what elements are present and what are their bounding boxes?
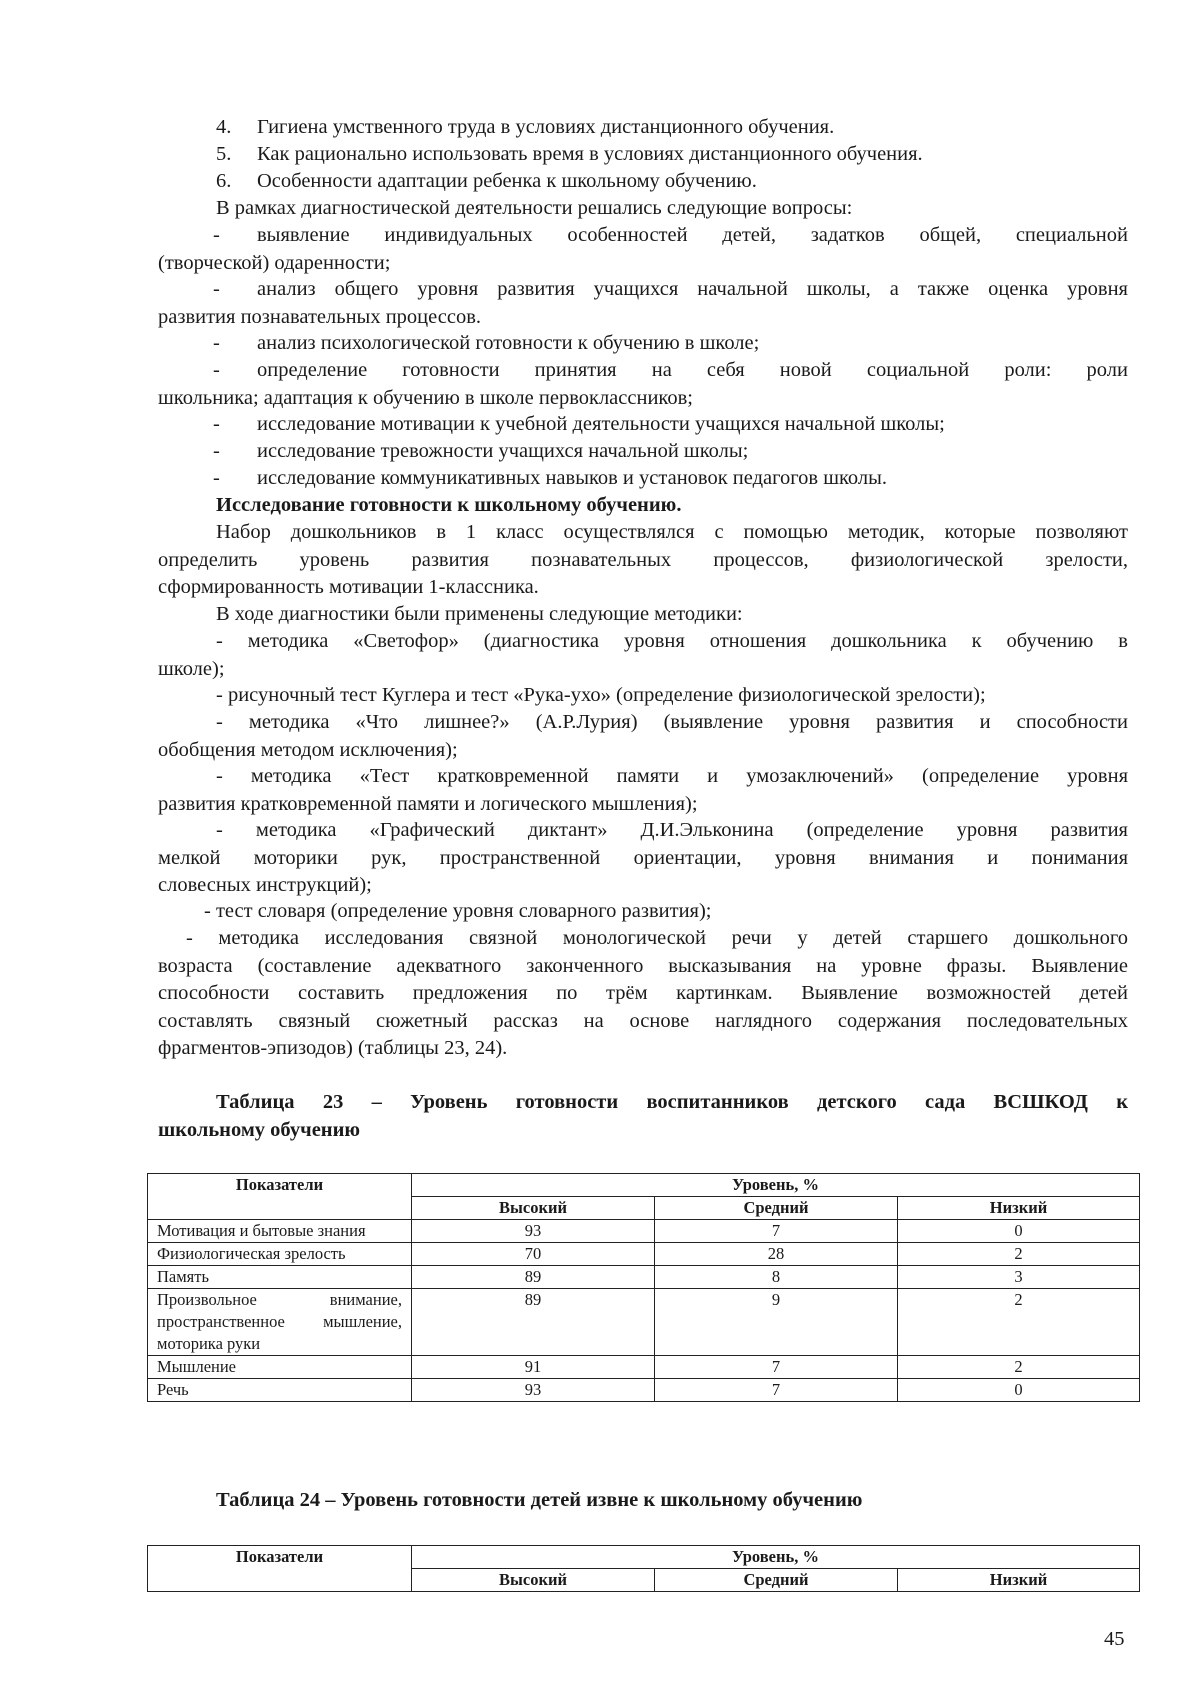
list-item [158,763,1128,818]
row-label: Мотивация и бытовые знания [148,1220,412,1243]
cell-mid: 28 [655,1243,898,1266]
text-line: школе); [158,657,225,680]
list-text: Особенности адаптации ребенка к школьному обучению. [257,170,757,192]
list-text: определение готовности принятия на себя новой социальной роли: роли [257,359,1128,381]
header-low: Низкий [898,1569,1140,1592]
cell-high: 89 [412,1289,655,1356]
cell-low: 2 [898,1289,1140,1356]
header-indicators: Показатели [148,1174,412,1220]
vocab-test: - тест словаря (определение уровня словарного развития); [204,900,712,922]
list-text: исследование мотивации к учебной деятельности учащихся начальной школы; [257,413,945,435]
table-23-caption [158,1089,1128,1144]
cell-low: 2 [898,1243,1140,1266]
cell-low: 3 [898,1266,1140,1289]
cell-high: 91 [412,1356,655,1379]
row-label: Речь [148,1379,412,1402]
header-level: Уровень, % [412,1546,1140,1569]
table-row [148,1356,1140,1379]
row-label: Произвольное внимание, пространственное мышление, моторика руки [148,1289,412,1356]
text-line: фрагментов-эпизодов) (таблицы 23, 24). [158,1037,508,1059]
table-row [148,1220,1140,1243]
list-text: анализ психологической готовности к обучению в школе; [257,332,760,354]
list-item [158,438,1128,466]
dash-marker: - [213,440,220,462]
cell-low: 0 [898,1379,1140,1402]
cell-high: 93 [412,1220,655,1243]
caption-line: школьному обучению [158,1118,361,1141]
list-text: Как рационально использовать время в условиях дистанционного обучения. [257,143,923,165]
header-indicators: Показатели [148,1546,412,1592]
text-line: развития кратковременной памяти и логического мышления); [158,792,698,815]
row-label: Память [148,1266,412,1289]
table-row [148,1243,1140,1266]
table-24-caption: Таблица 24 – Уровень готовности детей извне к школьному обучению [216,1489,863,1511]
list-text-cont: школьника; адаптация к обучению в школе первоклассников; [158,386,693,409]
cell-mid: 7 [655,1356,898,1379]
list-number: 4. [216,116,232,138]
list-text: исследование тревожности учащихся начальной школы; [257,440,749,462]
speech-method [158,925,1128,1063]
text-line: возраста (составление адекватного законченного высказывания на уровне фразы. Выявление [158,954,1128,977]
paragraph-methods-intro: В ходе диагностики были применены следующие методики: [216,603,743,625]
row-label: Мышление [148,1356,412,1379]
header-high: Высокий [412,1569,655,1592]
diagnostic-intro: В рамках диагностической деятельности решались следующие вопросы: [216,197,853,219]
section-heading: Исследование готовности к школьному обучению. [216,494,682,516]
list-text-cont: (творческой) одаренности; [158,251,391,274]
dash-marker: - [213,278,220,300]
cell-mid: 7 [655,1220,898,1243]
list-text: выявление индивидуальных особенностей детей, задатков общей, специальной [257,224,1128,246]
header-high: Высокий [412,1197,655,1220]
list-item [158,357,1128,412]
list-text: Гигиена умственного труда в условиях дистанционного обучения. [257,116,835,138]
list-text: исследование коммуникативных навыков и установок педагогов школы. [257,467,888,489]
dash-marker: - [213,467,220,489]
text-line: составлять связный сюжетный рассказ на основе наглядного содержания последовательных [158,1009,1128,1032]
text-line: способности составить предложения по трём картинкам. Выявление возможностей детей [158,982,1128,1004]
text-line: - методика исследования связной монологической речи у детей старшего дошкольного [186,927,1128,949]
table-24 [147,1545,1140,1592]
page-number: 45 [1104,1628,1125,1650]
list-item [158,276,1128,331]
table-23 [147,1173,1140,1402]
text-line: Набор дошкольников в 1 класс осуществлялся с помощью методик, которые позволяют [216,521,1128,543]
list-item [158,817,1128,900]
text-line: - рисуночный тест Куглера и тест «Рука-ухо» (определение физиологической зрелости); [216,684,986,706]
list-item [158,411,1128,439]
text-line: обобщения методом исключения); [158,738,458,761]
text-line: - методика «Графический диктант» Д.И.Эльконина (определение уровня развития [216,819,1128,841]
table-row [148,1266,1140,1289]
row-label: Физиологическая зрелость [148,1243,412,1266]
cell-mid: 7 [655,1379,898,1402]
text-line: - методика «Светофор» (диагностика уровня отношения дошкольника к обучению в [216,630,1128,652]
list-number: 6. [216,170,232,192]
dash-marker: - [213,224,220,246]
list-item [158,628,1128,683]
dash-marker: - [213,359,220,381]
list-text-cont: развития познавательных процессов. [158,305,482,328]
list-item [158,222,1128,277]
cell-high: 89 [412,1266,655,1289]
list-number: 5. [216,143,232,165]
cell-low: 0 [898,1220,1140,1243]
cell-low: 2 [898,1356,1140,1379]
list-text: анализ общего уровня развития учащихся начальной школы, а также оценка уровня [257,278,1128,300]
caption-line: Таблица 23 – Уровень готовности воспитанников детского сада ВСШКОД к [216,1091,1128,1113]
paragraph-recruitment [158,519,1128,602]
list-item [158,330,1128,358]
header-mid: Средний [655,1569,898,1592]
text-line: словесных инструкций); [158,874,372,896]
list-item [158,682,1128,710]
cell-high: 70 [412,1243,655,1266]
dash-marker: - [213,332,220,354]
text-line: - методика «Что лишнее?» (А.Р.Лурия) (выявление уровня развития и способности [216,711,1128,733]
cell-high: 93 [412,1379,655,1402]
text-line: мелкой моторики рук, пространственной ориентации, уровня внимания и понимания [158,846,1128,869]
header-level: Уровень, % [412,1174,1140,1197]
list-item [158,709,1128,764]
header-low: Низкий [898,1197,1140,1220]
list-item [158,465,1128,493]
table-row [148,1379,1140,1402]
text-line: определить уровень развития познавательных процессов, физиологической зрелости, [158,548,1128,571]
cell-mid: 8 [655,1266,898,1289]
table-row [148,1289,1140,1356]
header-mid: Средний [655,1197,898,1220]
cell-mid: 9 [655,1289,898,1356]
dash-marker: - [213,413,220,435]
text-line: сформированность мотивации 1-классника. [158,576,539,598]
text-line: - методика «Тест кратковременной памяти и умозаключений» (определение уровня [216,765,1128,787]
